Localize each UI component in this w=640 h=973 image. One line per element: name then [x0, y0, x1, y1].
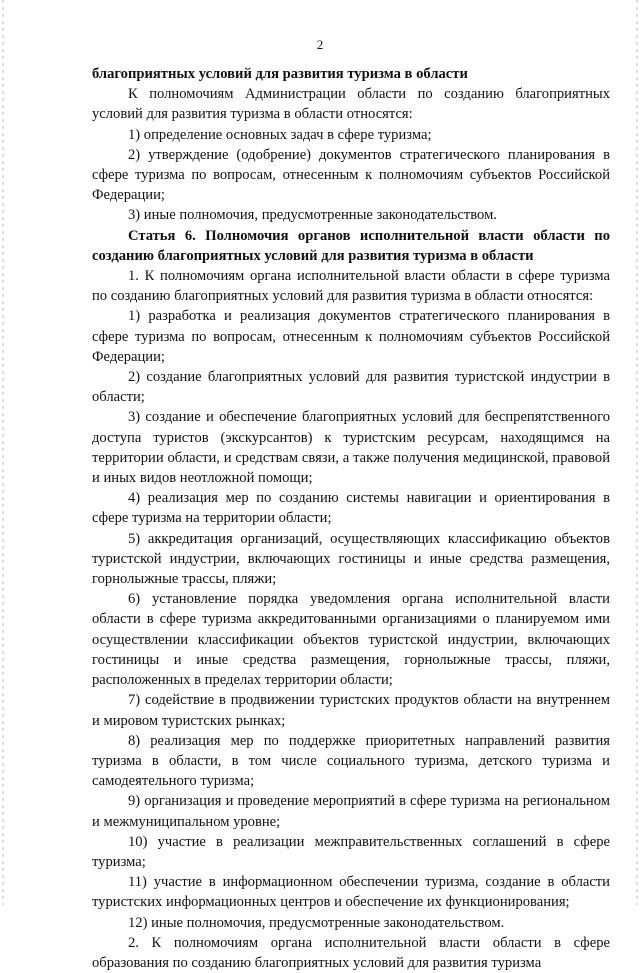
scan-left-edge [2, 0, 4, 905]
text-paragraph: 7) содействие в продвижении туристских продуктов области на внутреннем и мировом туристских рынках; [92, 692, 610, 729]
text-paragraph: 1. К полномочиям органа исполнительной власти области в сфере туризма по созданию благоприятных условий для развития туризма в области относятся: [92, 268, 610, 305]
text-paragraph: 2) утверждение (одобрение) документов стратегического планирования в сфере туризма по вопросам, отнесенным к полномочиям субъектов Российской Федерации; [92, 146, 610, 204]
text-paragraph: К полномочиям Администрации области по созданию благоприятных условий для развития туризма в области относятся: [92, 86, 610, 123]
text-paragraph: 1) определение основных задач в сфере туризма; [128, 126, 432, 143]
text-paragraph: 6) установление порядка уведомления органа исполнительной власти области в сфере туризма аккредитованными организациями о планируемом ими осуществлении классификации объектов туристской индустрии, включающих гостиницы и иные средства размещения, горнолыжные трассы, пляжи, расположенных в пределах территории области; [92, 591, 610, 689]
scan-right-edge [636, 0, 638, 905]
text-paragraph: 2. К полномочиям органа исполнительной власти области в сфере образования по созданию благоприятных условий для развития туризма [92, 934, 610, 971]
text-paragraph: 12) иные полномочия, предусмотренные законодательством. [128, 914, 505, 931]
heading-paragraph: Статья 6. Полномочия органов исполнительной власти области по созданию благоприятных условий для развития туризма в области [92, 227, 610, 264]
heading-paragraph: благоприятных условий для развития туризма в области [92, 66, 468, 82]
text-paragraph: 10) участие в реализации межправительственных соглашений в сфере туризма; [92, 833, 610, 870]
text-paragraph: 5) аккредитация организаций, осуществляющих классификацию объектов туристской индустрии, включающих гостиницы и иные средства размещения, горнолыжные трассы, пляжи; [92, 530, 610, 588]
text-paragraph: 1) разработка и реализация документов стратегического планирования в сфере туризма по вопросам, отнесенным к полномочиям субъектов Российской Федерации; [92, 308, 610, 365]
text-paragraph: 4) реализация мер по созданию системы навигации и ориентирования в сфере туризма на территории области; [92, 490, 610, 527]
page-number: 2 [316, 37, 324, 52]
text-paragraph: 2) создание благоприятных условий для развития туристской индустрии в области; [92, 369, 610, 406]
document-body [92, 64, 610, 973]
text-paragraph: 9) организация и проведение мероприятий в сфере туризма на региональном и межмуниципальном уровне; [92, 793, 610, 830]
text-paragraph: 3) иные полномочия, предусмотренные законодательством. [128, 207, 497, 224]
text-paragraph: 11) участие в информационном обеспечении туризма, создание в области туристских информационных центров и обеспечение их функционирования; [92, 874, 610, 911]
text-paragraph: 8) реализация мер по поддержке приоритетных направлений развития туризма в области, в том числе социального туризма, детского туризма и самодеятельного туризма; [92, 732, 610, 790]
text-paragraph: 3) создание и обеспечение благоприятных условий для беспрепятственного доступа туристов (экскурсантов) к туристским ресурсам, находящимся на территории области, и средствам связи, а также получения медицинской, правовой и иных видов неотложной помощи; [92, 409, 610, 487]
